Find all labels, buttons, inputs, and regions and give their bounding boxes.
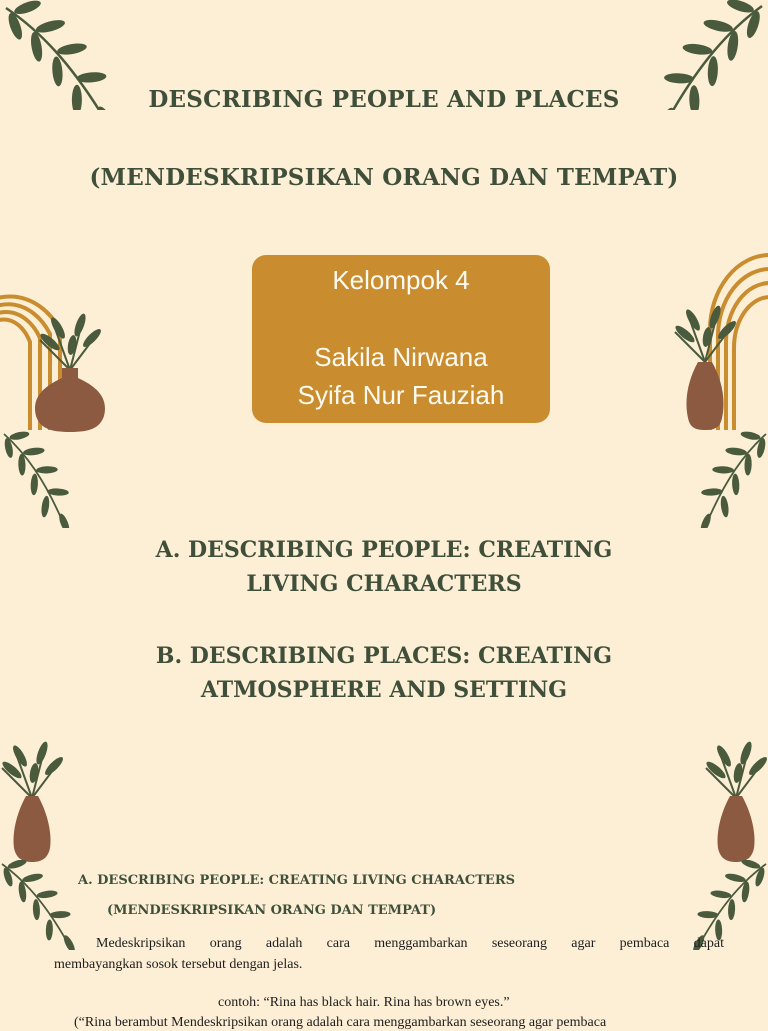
page-subtitle: (MENDESKRIPSIKAN ORANG DAN TEMPAT) [89, 164, 679, 191]
arch-vase-decoration-left [0, 250, 120, 440]
section-a-title [0, 533, 768, 601]
vase-decoration-lower-left [0, 730, 80, 865]
section-b-line: ATMOSPHERE AND SETTING [200, 677, 568, 703]
group-member: Syifa Nur Fauziah [297, 380, 505, 410]
example-text: contoh: “Rina has black hair. Rina has brown eyes.” [218, 995, 510, 1010]
leaf-branch-decoration-mid-left [0, 428, 110, 528]
arch-vase-decoration-right [660, 250, 768, 440]
leaf-branch-decoration-mid-right [670, 428, 768, 528]
section-a-line: LIVING CHARACTERS [246, 571, 522, 597]
paragraph-line: membayangkan sosok tersebut dengan jelas. [54, 957, 303, 972]
vase-decoration-lower-right [698, 730, 768, 865]
paragraph-line: Medeskripsikan orang adalah cara menggambarkan seseorang agar pembaca dapat [96, 936, 724, 951]
group-name: Kelompok 4 [332, 265, 470, 295]
section-b-title [0, 639, 768, 707]
group-member: Sakila Nirwana [314, 342, 488, 372]
paragraph-line-cut: (“Rina berambut Mendeskripsikan orang adalah cara menggambarkan seseorang agar pembaca [74, 1015, 607, 1030]
section-a-line: A. DESCRIBING PEOPLE: CREATING [155, 537, 613, 563]
group-info-box [252, 255, 550, 423]
content-subheading: (MENDESKRIPSIKAN ORANG DAN TEMPAT) [107, 903, 437, 918]
page-title: DESCRIBING PEOPLE AND PLACES [148, 86, 620, 113]
content-heading: A. DESCRIBING PEOPLE: CREATING LIVING CHARACTERS [78, 873, 516, 888]
section-b-line: B. DESCRIBING PLACES: CREATING [155, 643, 613, 669]
